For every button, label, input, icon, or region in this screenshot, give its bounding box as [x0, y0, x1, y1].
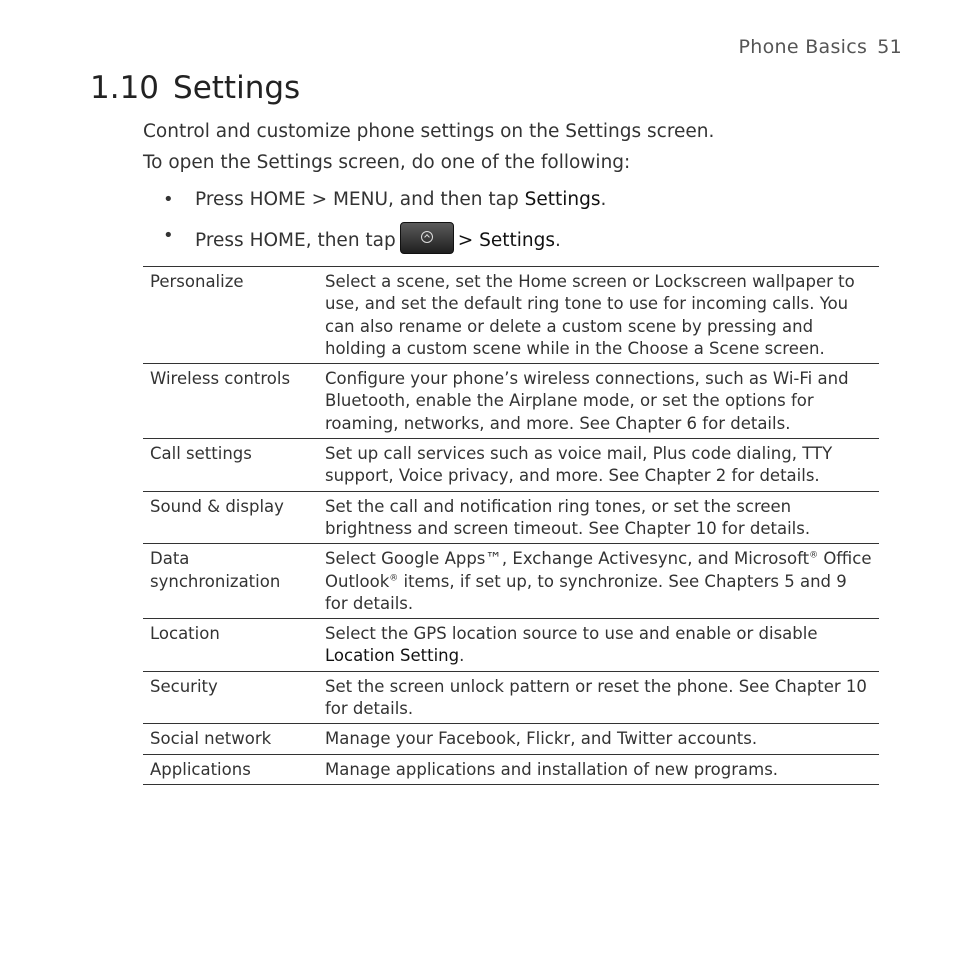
- setting-description: Set the call and notification ring tones, or set the screen brightness and screen timeout. See Chapter 10 for details.: [325, 496, 811, 538]
- instruction-punct: .: [600, 189, 607, 210]
- setting-description: Manage your Facebook, Flickr, and Twitter accounts.: [325, 729, 758, 749]
- header-section: Phone Basics: [738, 36, 868, 58]
- section-title: [90, 70, 300, 106]
- intro-line: To open the Settings screen, do one of the following:: [143, 152, 631, 173]
- table-row: [143, 364, 879, 439]
- all-apps-button-image: [400, 222, 454, 254]
- setting-description: Manage applications and installation of new programs.: [325, 759, 779, 779]
- running-header: [739, 36, 902, 58]
- intro-line: Control and customize phone settings on the Settings screen.: [143, 121, 715, 142]
- setting-description: Select Google Apps™, Exchange Activesync, and Microsoft® Office Outlook® items, if set up, to synchronize. See Chapters 5 and 9 for details.: [325, 549, 872, 613]
- table-row: [143, 267, 879, 364]
- setting-category: Data synchronization: [150, 549, 281, 591]
- instruction-punct: .: [555, 230, 561, 251]
- table-row: [143, 671, 879, 724]
- instruction-item: [163, 222, 606, 258]
- section-title-text: Settings: [173, 70, 301, 106]
- table-row: [143, 544, 879, 619]
- instruction-list: [163, 186, 606, 258]
- table-row: [143, 439, 879, 492]
- table-row: [143, 724, 879, 754]
- setting-description: Select a scene, set the Home screen or Lockscreen wallpaper to use, and set the default ring tone to use for incoming calls. You can also rename or delete a custom scene by pressing and holding a custom scene while in the Choose a Scene screen.: [325, 272, 855, 358]
- table-row: [143, 491, 879, 544]
- setting-description: Configure your phone’s wireless connections, such as Wi-Fi and Bluetooth, enable the Airplane mode, or set the options for roaming, networks, and more. See Chapter 6 for details.: [325, 369, 849, 433]
- instruction-text: Press HOME > MENU, and then tap: [195, 189, 525, 210]
- section-number: 1.10: [90, 70, 160, 106]
- setting-category: Personalize: [150, 272, 244, 291]
- setting-description: Select the GPS location source to use and enable or disable Location Setting.: [325, 624, 818, 666]
- setting-category: Call settings: [150, 444, 252, 464]
- setting-category: Wireless controls: [150, 369, 291, 389]
- all-apps-icon: [421, 231, 433, 243]
- table-row: [143, 619, 879, 672]
- instruction-text: Press HOME, then tap: [195, 230, 396, 251]
- setting-category: Sound & display: [150, 496, 284, 516]
- setting-description: Set up call services such as voice mail, Plus code dialing, TTY support, Voice privacy, and more. See Chapter 2 for details.: [325, 444, 833, 486]
- intro-text: [143, 121, 714, 183]
- setting-category: Security: [150, 676, 218, 696]
- settings-term: > Settings: [457, 230, 556, 251]
- page-number: 51: [877, 36, 902, 58]
- settings-table: [143, 266, 879, 785]
- setting-category: Social network: [150, 729, 272, 749]
- setting-description: Set the screen unlock pattern or reset the phone. See Chapter 10 for details.: [325, 676, 867, 719]
- instruction-item: [163, 186, 606, 222]
- table-row: [143, 754, 879, 784]
- setting-category: Applications: [150, 759, 251, 779]
- settings-term: Settings: [524, 189, 601, 210]
- setting-category: Location: [150, 624, 220, 644]
